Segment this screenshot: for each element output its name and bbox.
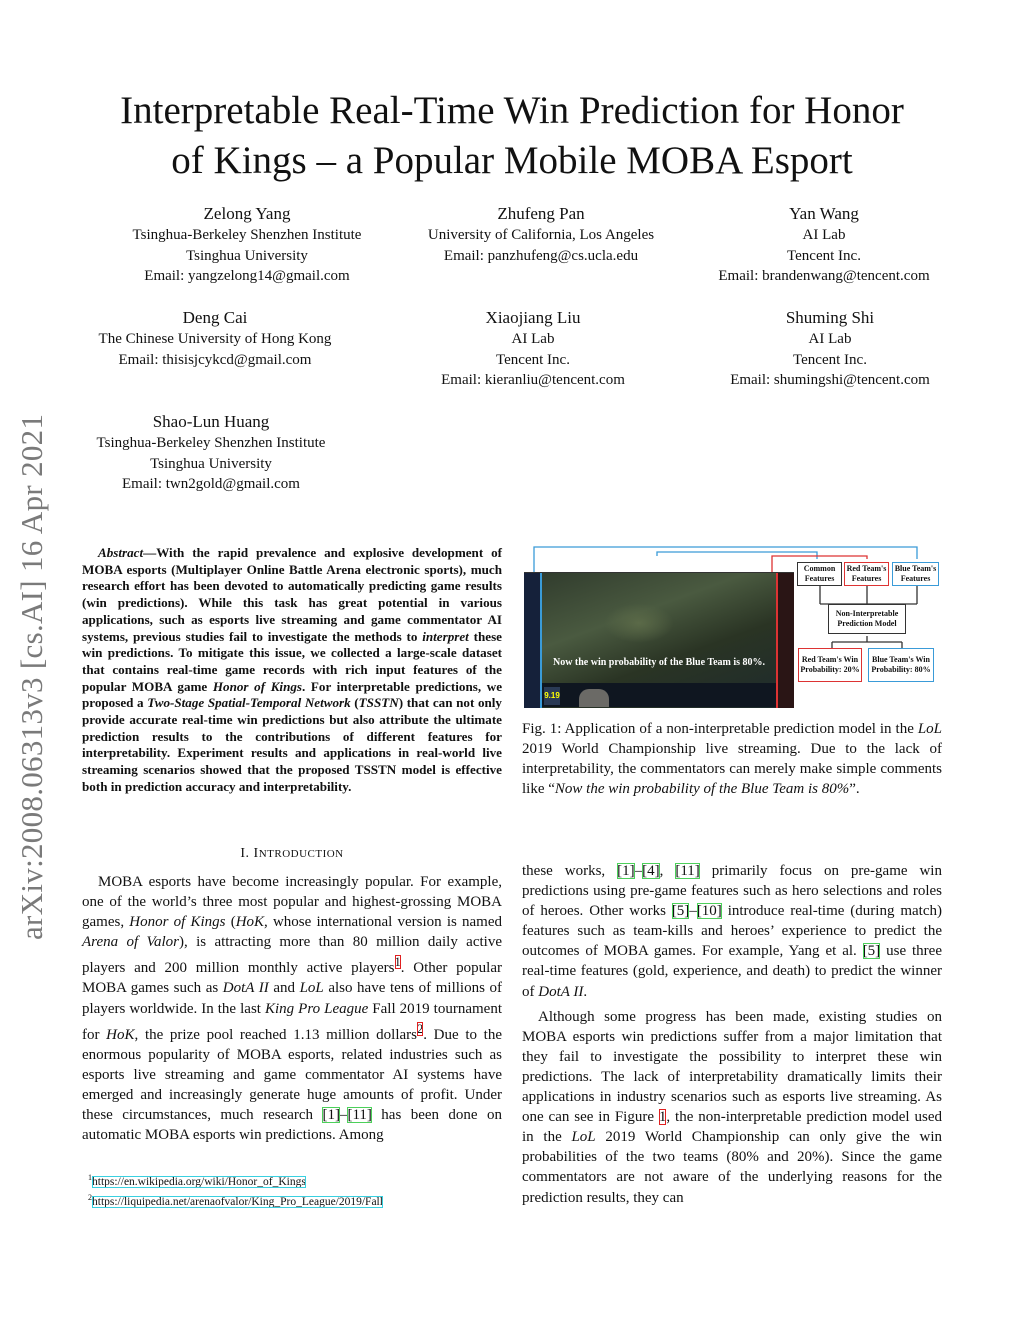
- author-block: [70, 307, 360, 370]
- abstract-text: . For interpretable predictions, we proposed a: [82, 678, 502, 711]
- emph: HoK: [106, 1026, 135, 1043]
- red-features-box: Red Team's Features: [844, 562, 889, 586]
- text: 2019 World Championship live streaming. Due to the lack of interpretability, the commentators can merely make simple comments like “: [522, 741, 942, 798]
- left-team-panel: [524, 573, 542, 708]
- author-affiliation: Tsinghua-Berkeley Shenzhen Institute: [96, 435, 326, 451]
- author-name: Xiaojiang Liu: [485, 308, 581, 327]
- text: , the non-interpretable prediction model used in the: [522, 1109, 942, 1146]
- section-number: I.: [240, 846, 250, 861]
- footnote-url-link[interactable]: https://en.wikipedia.org/wiki/Honor_of_Kings: [92, 1175, 306, 1188]
- section-title-initial: I: [253, 846, 259, 861]
- text: . Due to the enormous popularity of MOBA esports, related industries such as esports live streaming and game commentator AI systems have emerged and increasingly generate huge amounts of profit. Under these circumstances, much research: [82, 1026, 503, 1124]
- paragraph: [522, 861, 942, 1002]
- author-email: Email: brandenwang@tencent.com: [718, 268, 930, 284]
- text: Although some progress has been made, existing studies on MOBA esports win predictions suffer from a major limitation that they fail to investigate the possibility to interpret these win predictions. The lack of interpretability dramatically limits their applications in industry scenarios such as esports live streaming. As one can see in Figure: [522, 1008, 942, 1126]
- author-email: Email: shumingshi@tencent.com: [730, 372, 930, 388]
- text: ,: [659, 863, 676, 879]
- abstract: [82, 545, 502, 796]
- text: –: [634, 863, 643, 879]
- abstract-emph: Two-Stage Spatial-Temporal Network: [147, 695, 351, 711]
- citation-link[interactable]: [11]: [675, 863, 700, 879]
- map-highlight: [604, 603, 674, 643]
- author-affiliation: Tencent Inc.: [787, 247, 861, 264]
- blue-features-box: Blue Team's Features: [892, 562, 939, 586]
- author-affiliation: Tsinghua-Berkeley Shenzhen Institute: [132, 227, 362, 243]
- footnote: [88, 1170, 383, 1190]
- text: Fig. 1: Application of a non-interpretable prediction model in the: [522, 721, 918, 737]
- author-affiliation: Tencent Inc.: [793, 351, 867, 368]
- author-email: Email: yangzelong14@gmail.com: [144, 268, 350, 284]
- author-affiliation: AI Lab: [802, 227, 846, 243]
- footnote-link-1[interactable]: 1: [394, 955, 401, 970]
- author-name: Deng Cai: [182, 308, 248, 327]
- text: (: [225, 914, 236, 931]
- author-email: Email: thisisjcykcd@gmail.com: [118, 351, 312, 368]
- text: use three real-time features (gold, experience, and death) to predict the winner of: [522, 943, 942, 1000]
- abstract-text: ) that can not only provide accurate real-time win predictions but also attribute the ultimate prediction results to the contributions of different features for interpretability. Experiment results and applications in real-world live streaming scenarios showed that the proposed TSSTN model is effective both in prediction accuracy and interpretability.: [82, 695, 502, 794]
- intro-right-column: [522, 861, 942, 1208]
- common-features-box: Common Features: [797, 562, 842, 586]
- paragraph: [522, 1007, 942, 1208]
- right-team-panel: [776, 573, 794, 708]
- text: , whose international version is named: [264, 914, 502, 931]
- text: primarily focus on pre-game win predictions using pre-game features such as hero selections and roles of heroes. Other works: [522, 863, 942, 920]
- text: introduce real-time (during match) features such as team-kills and heroes’ experience to predict the outcomes of MOBA games. For example, Yang et al.: [522, 903, 942, 960]
- footnote-number: 1: [88, 1173, 92, 1182]
- emph: HoK: [235, 914, 265, 931]
- author-block: [690, 203, 958, 287]
- author-block: [700, 307, 960, 391]
- author-affiliation: Tencent Inc.: [496, 351, 570, 368]
- text: ”.: [849, 781, 860, 798]
- intro-left-column: [82, 872, 502, 1145]
- emph: LoL: [917, 721, 942, 737]
- emph: Now the win probability of the Blue Team is 80%: [554, 781, 850, 798]
- bottom-hud: [542, 683, 776, 707]
- author-email: Email: twn2gold@gmail.com: [122, 476, 300, 492]
- section-title-rest: NTRODUCTION: [258, 848, 344, 860]
- abstract-text: —With the rapid prevalence and explosive development of MOBA esports (Multiplayer Online Battle Arena electronic sports), much research effort has been devoted to automatically predicting game results (win predictions). While this task has great potential in various applications, such as esports live streaming and game commentator AI systems, previous studies fail to investigate the methods to: [82, 545, 502, 644]
- author-email: Email: panzhufeng@cs.ucla.edu: [443, 247, 639, 264]
- citation-link[interactable]: [1]: [322, 1107, 340, 1124]
- paper-title-line-1: Interpretable Real-Time Win Prediction for Honor: [120, 89, 904, 132]
- abstract-emph: interpret: [422, 628, 469, 644]
- author-block: [70, 411, 352, 495]
- citation-link[interactable]: [1]: [617, 863, 635, 879]
- author-affiliation: The Chinese University of Hong Kong: [98, 331, 332, 347]
- text: Fall 2019 tournament for: [82, 1000, 502, 1043]
- citation-link[interactable]: [5]: [862, 943, 881, 960]
- abstract-emph: TSSTN: [358, 695, 399, 711]
- author-affiliation: Tsinghua University: [150, 455, 272, 472]
- abstract-label: Abstract: [98, 545, 144, 560]
- citation-link[interactable]: [10]: [696, 903, 722, 920]
- author-name: Yan Wang: [789, 204, 859, 223]
- figure-caption: [522, 719, 942, 799]
- author-email: Email: kieranliu@tencent.com: [441, 372, 625, 388]
- author-affiliation: AI Lab: [511, 331, 555, 347]
- text: and: [268, 980, 300, 997]
- text: has been done on automatic MOBA esports win predictions. Among: [82, 1107, 502, 1144]
- blue-win-prob-box: Blue Team's Win Probability: 80%: [868, 648, 934, 682]
- author-name: Shuming Shi: [785, 308, 875, 327]
- paper-title: [60, 86, 964, 186]
- text: also have tens of millions of players worldwide. In the last: [82, 980, 502, 1017]
- text: –: [689, 903, 697, 920]
- emph: DotA II: [222, 980, 269, 997]
- text: .: [583, 983, 588, 1000]
- paper-title-line-2: of Kings – a Popular Mobile MOBA Esport: [171, 139, 853, 182]
- footnote-number: 2: [88, 1192, 92, 1202]
- commentator-figure: [579, 689, 609, 707]
- author-affiliation: Tsinghua University: [186, 247, 308, 264]
- text: . Other popular MOBA games such as: [82, 960, 502, 997]
- text: –: [339, 1107, 348, 1124]
- author-name: Shao-Lun Huang: [152, 412, 270, 431]
- abstract-text: (: [350, 695, 359, 711]
- text: ), is attracting more than 80 million daily active players and 200 million monthly active players: [82, 934, 502, 977]
- footnotes: [88, 1170, 383, 1210]
- citation-link[interactable]: [5]: [671, 903, 690, 920]
- emph: LoL: [571, 1129, 596, 1146]
- figure-1: [522, 544, 942, 714]
- emph: DotA II: [538, 983, 584, 1000]
- game-screenshot: [524, 572, 794, 708]
- overlay-caption: Now the win probability of the Blue Team is 80%.: [552, 657, 766, 668]
- prediction-model-box: Non-Interpretable Prediction Model: [828, 604, 906, 634]
- text: , the prize pool reached 1.13 million dollars: [134, 1026, 417, 1043]
- score-badge: 9.19: [544, 687, 560, 705]
- arxiv-stamp: arXiv:2008.06313v3 [cs.AI] 16 Apr 2021: [14, 413, 49, 940]
- author-block: [106, 203, 388, 287]
- author-name: Zelong Yang: [203, 204, 291, 223]
- paragraph: [82, 872, 502, 1145]
- text: MOBA esports have become increasingly popular. For example, one of the world’s three most popular and highest-grossing MOBA games,: [82, 874, 502, 931]
- text: 2019 World Championship can only give the win probabilities of the two teams (80% and 20%). Since the game commentators are not aware of the underlying reasons for the prediction results, they can: [522, 1129, 943, 1206]
- citation-link[interactable]: [11]: [347, 1107, 372, 1124]
- footnote-link-2[interactable]: 2: [417, 1021, 424, 1036]
- author-name: Zhufeng Pan: [497, 204, 585, 223]
- emph: Arena of Valor: [82, 934, 179, 951]
- author-affiliation: University of California, Los Angeles: [427, 227, 655, 243]
- footnote-url-link[interactable]: https://liquipedia.net/arenaofvalor/King_Pro_League/2019/Fall: [92, 1195, 383, 1208]
- citation-link[interactable]: [4]: [642, 863, 660, 879]
- author-affiliation: AI Lab: [808, 331, 852, 347]
- emph: Honor of Kings: [129, 914, 226, 931]
- abstract-text: these win predictions. To mitigate this issue, we collected a large-scale dataset that contains real-time game records with rich input features of the popular MOBA game: [82, 628, 502, 694]
- abstract-emph: Honor of Kings: [212, 678, 302, 694]
- emph: King Pro League: [264, 1000, 369, 1017]
- figure-link[interactable]: 1: [658, 1109, 667, 1126]
- author-block: [400, 307, 666, 391]
- footnote: [88, 1190, 383, 1210]
- section-heading: [82, 846, 502, 862]
- text: these works,: [522, 863, 618, 879]
- author-block: [400, 203, 682, 266]
- red-win-prob-box: Red Team's Win Probability: 20%: [798, 648, 862, 682]
- emph: LoL: [299, 980, 324, 997]
